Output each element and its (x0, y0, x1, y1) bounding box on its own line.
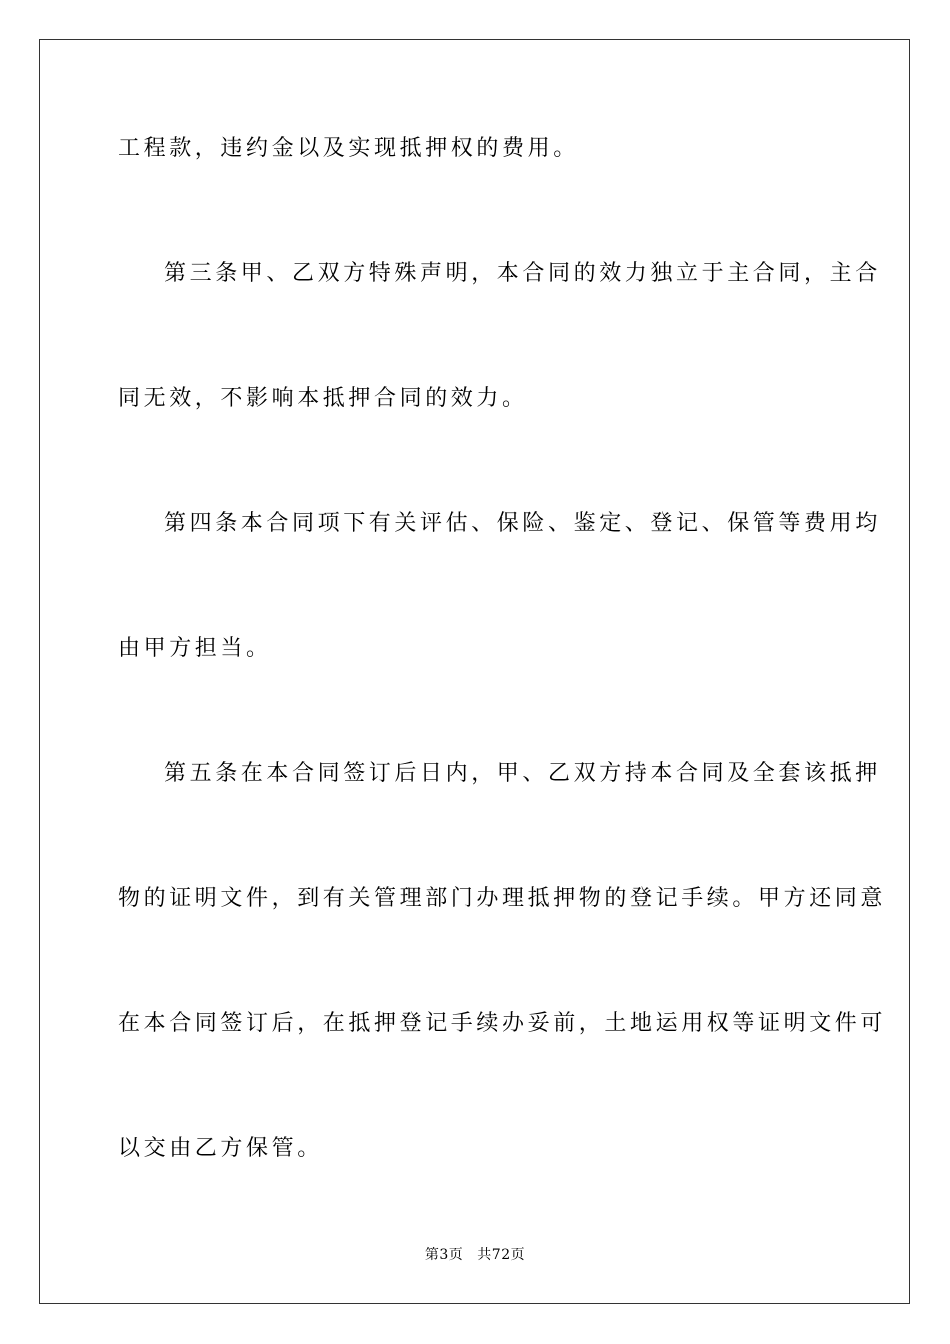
text-line-1: 工程款，违约金以及实现抵押权的费用。 (118, 136, 579, 161)
text-line-2: 第三条甲、乙双方特殊声明，本合同的效力独立于主合同，主合 (164, 261, 881, 286)
text-line-7: 物的证明文件，到有关管理部门办理抵押物的登记手续。甲方还同意 (118, 886, 887, 911)
text-line-6: 第五条在本合同签订后日内，甲、乙双方持本合同及全套该抵押 (164, 761, 881, 786)
text-line-9: 以交由乙方保管。 (118, 1136, 323, 1161)
page-footer (0, 1246, 950, 1264)
text-line-3: 同无效，不影响本抵押合同的效力。 (118, 386, 528, 411)
text-line-4: 第四条本合同项下有关评估、保险、鉴定、登记、保管等费用均 (164, 511, 881, 536)
current-page-number: 第3页 (424, 1247, 464, 1263)
text-line-8: 在本合同签订后，在抵押登记手续办妥前，土地运用权等证明文件可 (118, 1011, 887, 1036)
text-line-5: 由甲方担当。 (118, 636, 272, 661)
page-frame (39, 39, 910, 1304)
total-page-count: 共72页 (477, 1247, 526, 1263)
